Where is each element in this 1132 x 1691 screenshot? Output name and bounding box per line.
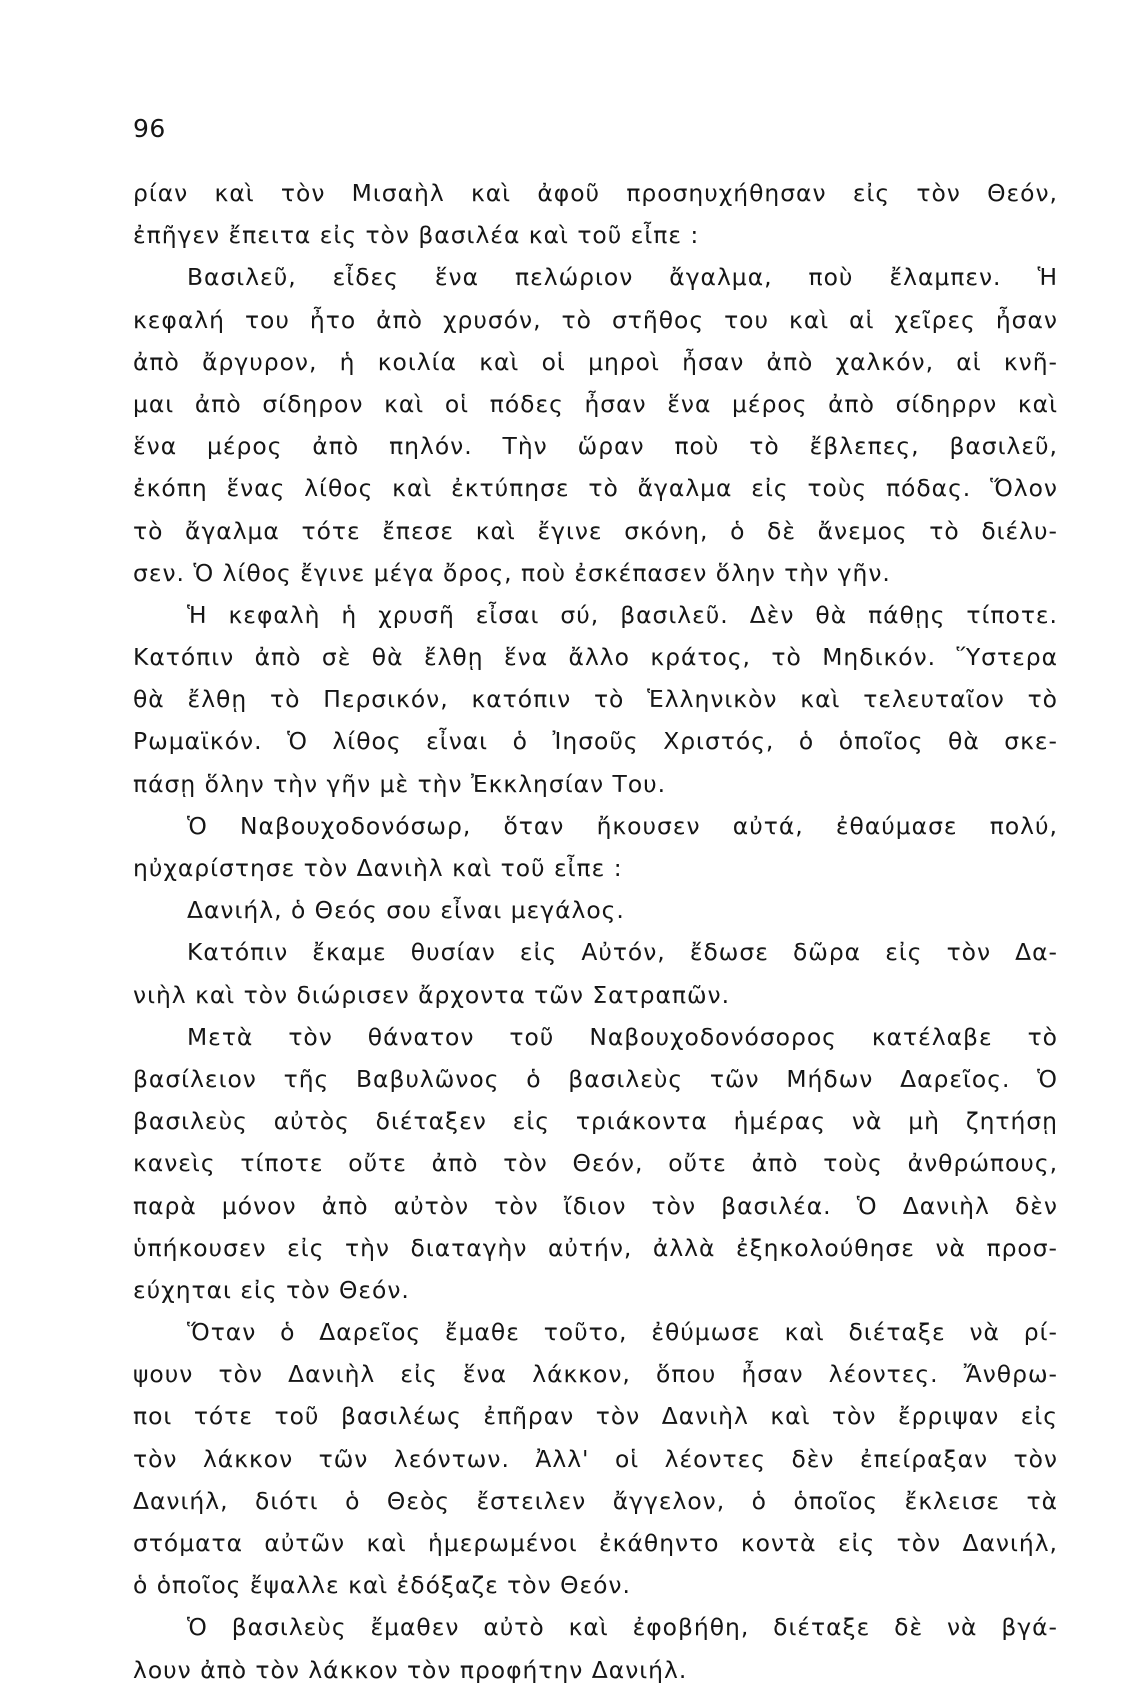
text-line: κεφαλή του ἦτο ἀπὸ χρυσόν, τὸ στῆθος του καὶ αἱ χεῖρες ἦσαν bbox=[133, 305, 1058, 334]
text-line: Κατόπιν ἔκαμε θυσίαν εἰς Αὐτόν, ἔδωσε δῶρα εἰς τὸν Δα- bbox=[187, 938, 1058, 967]
text-line: τὸν λάκκον τῶν λεόντων. Ἀλλ' οἱ λέοντες δὲν ἐπείραξαν τὸν bbox=[133, 1444, 1058, 1473]
body-text bbox=[133, 172, 1058, 1691]
text-line: Βασιλεῦ, εἶδες ἕνα πελώριον ἄγαλμα, ποὺ ἔλαμπεν. Ἡ bbox=[187, 263, 1058, 292]
text-line: ψουν τὸν Δανιὴλ εἰς ἕνα λάκκον, ὅπου ἦσαν λέοντες. Ἄνθρω- bbox=[133, 1360, 1058, 1389]
text-line: ηὐχαρίστησε τὸν Δανιὴλ καὶ τοῦ εἶπε : bbox=[133, 854, 623, 882]
text-line: πάσῃ ὅλην τὴν γῆν μὲ τὴν Ἐκκλησίαν Του. bbox=[133, 769, 667, 798]
text-line: ἐπῆγεν ἔπειτα εἰς τὸν βασιλέα καὶ τοῦ εἶπε : bbox=[133, 221, 700, 250]
text-line: Ὁ Ναβουχοδονόσωρ, ὅταν ἤκουσεν αὐτά, ἐθαύμασε πολύ, bbox=[187, 811, 1058, 840]
text-line: Ἡ κεφαλὴ ἡ χρυσῆ εἶσαι σύ, βασιλεῦ. Δὲν θὰ πάθῃς τίποτε. bbox=[187, 600, 1058, 629]
text-line: εύχηται εἰς τὸν Θεόν. bbox=[133, 1275, 410, 1304]
text-line: Δανιήλ, διότι ὁ Θεὸς ἔστειλεν ἄγγελον, ὁ ὁποῖος ἔκλεισε τὰ bbox=[133, 1486, 1058, 1515]
text-line: ἐκόπη ἕνας λίθος καὶ ἐκτύπησε τὸ ἄγαλμα εἰς τοὺς πόδας. Ὅλον bbox=[133, 474, 1058, 503]
text-line: ρίαν καὶ τὸν Μισαὴλ καὶ ἀφοῦ προσηυχήθησαν εἰς τὸν Θεόν, bbox=[133, 179, 1058, 207]
text-line: Ρωμαϊκόν. Ὁ λίθος εἶναι ὁ Ἰησοῦς Χριστός, ὁ ὁποῖος θὰ σκε- bbox=[133, 727, 1058, 756]
text-line: ἀπὸ ἄργυρον, ἡ κοιλία καὶ οἱ μηροὶ ἦσαν ἀπὸ χαλκόν, αἱ κνῆ- bbox=[133, 347, 1058, 376]
text-line: Μετὰ τὸν θάνατον τοῦ Ναβουχοδονόσορος κατέλαβε τὸ bbox=[187, 1022, 1058, 1051]
text-line: κανεὶς τίποτε οὔτε ἀπὸ τὸν Θεόν, οὔτε ἀπὸ τοὺς ἀνθρώπους, bbox=[133, 1149, 1058, 1178]
page-number: 96 bbox=[133, 114, 166, 143]
text-line: ἕνα μέρος ἀπὸ πηλόν. Τὴν ὥραν ποὺ τὸ ἔβλεπες, βασιλεῦ, bbox=[133, 432, 1058, 461]
text-line: ὁ ὁποῖος ἔψαλλε καὶ ἐδόξαζε τὸν Θεόν. bbox=[133, 1571, 631, 1600]
text-line: μαι ἀπὸ σίδηρον καὶ οἱ πόδες ἦσαν ἕνα μέρος ἀπὸ σίδηρρν καὶ bbox=[133, 389, 1058, 418]
text-line: βασιλεὺς αὐτὸς διέταξεν εἰς τριάκοντα ἡμέρας νὰ μὴ ζητήσῃ bbox=[133, 1107, 1058, 1136]
text-line: παρὰ μόνον ἀπὸ αὐτὸν τὸν ἴδιον τὸν βασιλέα. Ὁ Δανιὴλ δὲν bbox=[133, 1191, 1058, 1220]
text-line: στόματα αὐτῶν καὶ ἡμερωμένοι ἐκάθηντο κοντὰ εἰς τὸν Δανιήλ, bbox=[133, 1529, 1058, 1557]
text-line: λουν ἀπὸ τὸν λάκκον τὸν προφήτην Δανιήλ. bbox=[133, 1655, 688, 1684]
text-line: τὸ ἄγαλμα τότε ἔπεσε καὶ ἔγινε σκόνη, ὁ δὲ ἄνεμος τὸ διέλυ- bbox=[133, 516, 1058, 545]
text-line: Δανιήλ, ὁ Θεός σου εἶναι μεγάλος. bbox=[187, 896, 625, 925]
text-line: ὑπήκουσεν εἰς τὴν διαταγὴν αὐτήν, ἀλλὰ ἐξηκολούθησε νὰ προσ- bbox=[133, 1233, 1058, 1262]
text-line: σεν. Ὁ λίθος ἔγινε μέγα ὄρος, ποὺ ἐσκέπασεν ὅλην τὴν γῆν. bbox=[133, 558, 891, 587]
text-line: θὰ ἔλθῃ τὸ Περσικόν, κατόπιν τὸ Ἑλληνικὸν καὶ τελευταῖον τὸ bbox=[133, 685, 1058, 714]
text-line: Ὁ βασιλεὺς ἔμαθεν αὐτὸ καὶ ἐφοβήθη, διέταξε δὲ νὰ βγά- bbox=[187, 1613, 1058, 1642]
text-line: Ὅταν ὁ Δαρεῖος ἔμαθε τοῦτο, ἐθύμωσε καὶ διέταξε νὰ ρί- bbox=[187, 1318, 1058, 1347]
text-line: ποι τότε τοῦ βασιλέως ἐπῆραν τὸν Δανιὴλ καὶ τὸν ἔρριψαν εἰς bbox=[133, 1402, 1058, 1431]
text-line: Κατόπιν ἀπὸ σὲ θὰ ἔλθῃ ἕνα ἄλλο κράτος, τὸ Μηδικόν. Ὕστερα bbox=[133, 643, 1058, 672]
text-line: βασίλειον τῆς Βαβυλῶνος ὁ βασιλεὺς τῶν Μήδων Δαρεῖος. Ὁ bbox=[133, 1064, 1058, 1093]
text-line: νιὴλ καὶ τὸν διώρισεν ἄρχοντα τῶν Σατραπῶν. bbox=[133, 980, 731, 1009]
